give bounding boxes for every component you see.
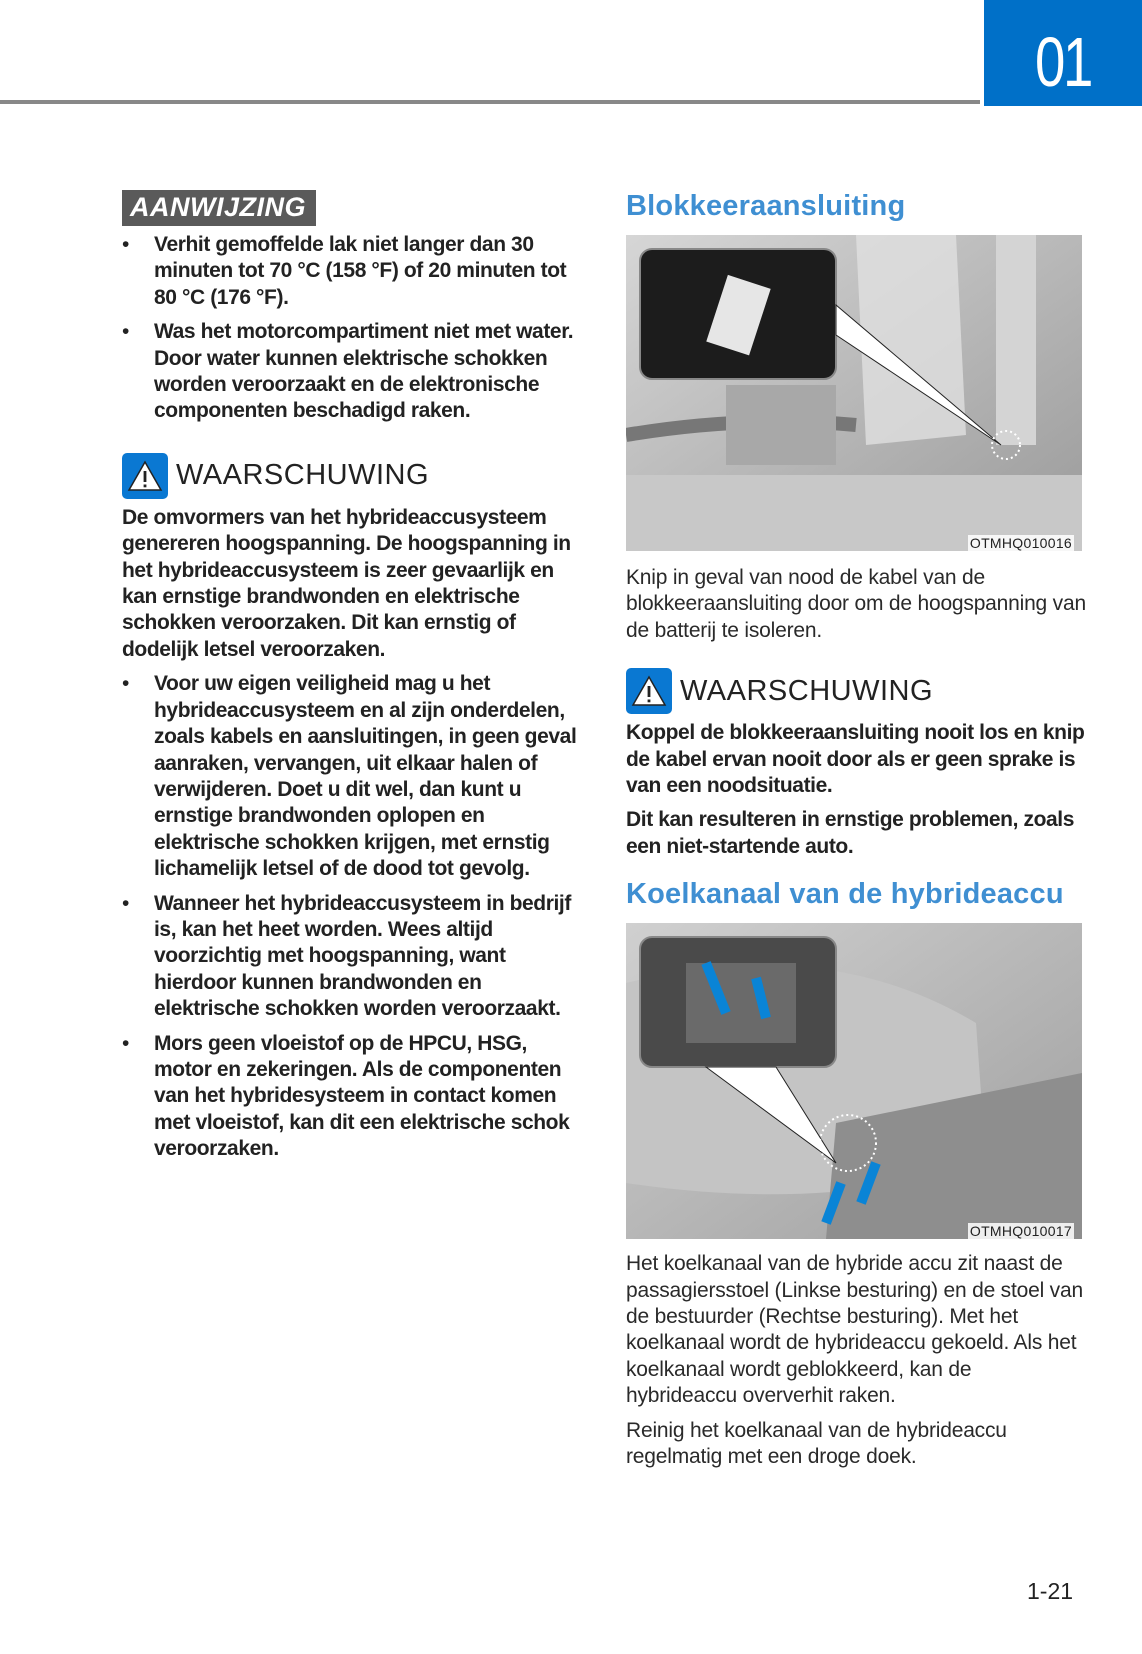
figure-code: OTMHQ010016 bbox=[969, 535, 1072, 551]
figure-code: OTMHQ010017 bbox=[969, 1223, 1072, 1240]
note-item: • Was het motorcompartiment niet met water. Door water kunnen elektrische schokken worden veroorzaakt en de elektronische componenten beschadigd raken. bbox=[122, 319, 582, 425]
blokkeer-description: Knip in geval van nood de kabel van de blokkeeraansluiting door om de hoogspanning van de batterij te isoleren. bbox=[626, 566, 1086, 642]
note-list bbox=[122, 232, 582, 425]
warning-item: • Wanneer het hybrideaccusysteem in bedrijf is, kan het heet worden. Wees altijd voorzichtig met hoogspanning, want hierdoor kunnen brandwonden en elektrische schokken worden veroorzaakt. bbox=[122, 891, 582, 1023]
section-title-blokkeeraansluiting: Blokkeeraansluiting bbox=[626, 190, 906, 222]
page-number: 1-21 bbox=[1027, 1578, 1074, 1604]
header-rule bbox=[0, 100, 980, 104]
chapter-number: 01 bbox=[1034, 23, 1092, 101]
warning-header bbox=[122, 453, 582, 499]
warning-list bbox=[122, 671, 582, 1162]
warning-triangle-icon bbox=[122, 453, 168, 499]
warning-item: • Mors geen vloeistof op de HPCU, HSG, motor en zekeringen. Als de componenten van het hybridesysteem in contact komen met vloeistof, kan dit een elektrische schok veroorzaken. bbox=[122, 1031, 582, 1163]
koelkanaal-description: Het koelkanaal van de hybride accu zit naast de passagiersstoel (Linkse besturing) en de stoel van de bestuurder (Rechtse besturing). Met het koelkanaal wordt de hybrideaccu gekoeld. Als het koelkanaal wordt geblokkeerd, kan de hybrideaccu oververhit raken. bbox=[626, 1252, 1083, 1408]
warning-title: WAARSCHUWING bbox=[680, 674, 934, 707]
note-item: • Verhit gemoffelde lak niet langer dan 30 minuten tot 70 °C (158 °F) of 20 minuten tot 80 °C (176 °F). bbox=[122, 232, 582, 311]
right-column bbox=[626, 190, 1086, 1479]
warning-paragraph: Koppel de blokkeeraansluiting nooit los en knip de kabel ervan nooit door als er geen sprake is van een noodsituatie. bbox=[626, 721, 1085, 798]
warning-header bbox=[626, 668, 1086, 714]
warning-triangle-icon bbox=[626, 668, 672, 714]
engine-bay-illustration bbox=[626, 235, 1082, 551]
warning-title: WAARSCHUWING bbox=[176, 459, 430, 492]
koelkanaal-cleaning: Reinig het koelkanaal van de hybrideaccu regelmatig met een droge doek. bbox=[626, 1418, 1007, 1469]
left-column bbox=[122, 190, 582, 1171]
seat-illustration bbox=[626, 923, 1082, 1239]
note-label: AANWIJZING bbox=[122, 190, 316, 226]
warning-paragraph: Dit kan resulteren in ernstige problemen, zoals een niet-startende auto. bbox=[626, 808, 1074, 858]
cooling-duct-figure bbox=[626, 923, 1082, 1239]
chapter-tab bbox=[984, 0, 1142, 106]
section-title-koelkanaal: Koelkanaal van de hybrideaccu bbox=[626, 878, 1064, 911]
engine-bay-figure bbox=[626, 235, 1082, 551]
warning-intro: De omvormers van het hybrideaccusysteem genereren hoogspanning. De hoogspanning in het hybrideaccusysteem is zeer gevaarlijk en kan ernstige brandwonden en elektrische schokken veroorzaken. Dit kan ernstig of dodelijk letsel veroorzaken. bbox=[122, 505, 571, 661]
warning-item: • Voor uw eigen veiligheid mag u het hybrideaccusysteem en al zijn onderdelen, zoals kabels en aansluitingen, in geen geval aanraken, vervangen, uit elkaar halen of verwijderen. Doet u dit wel, dan kunt u ernstige brandwonden oplopen en elektrische schokken krijgen, met ernstig lichamelijk letsel of de dood tot gevolg. bbox=[122, 671, 582, 882]
